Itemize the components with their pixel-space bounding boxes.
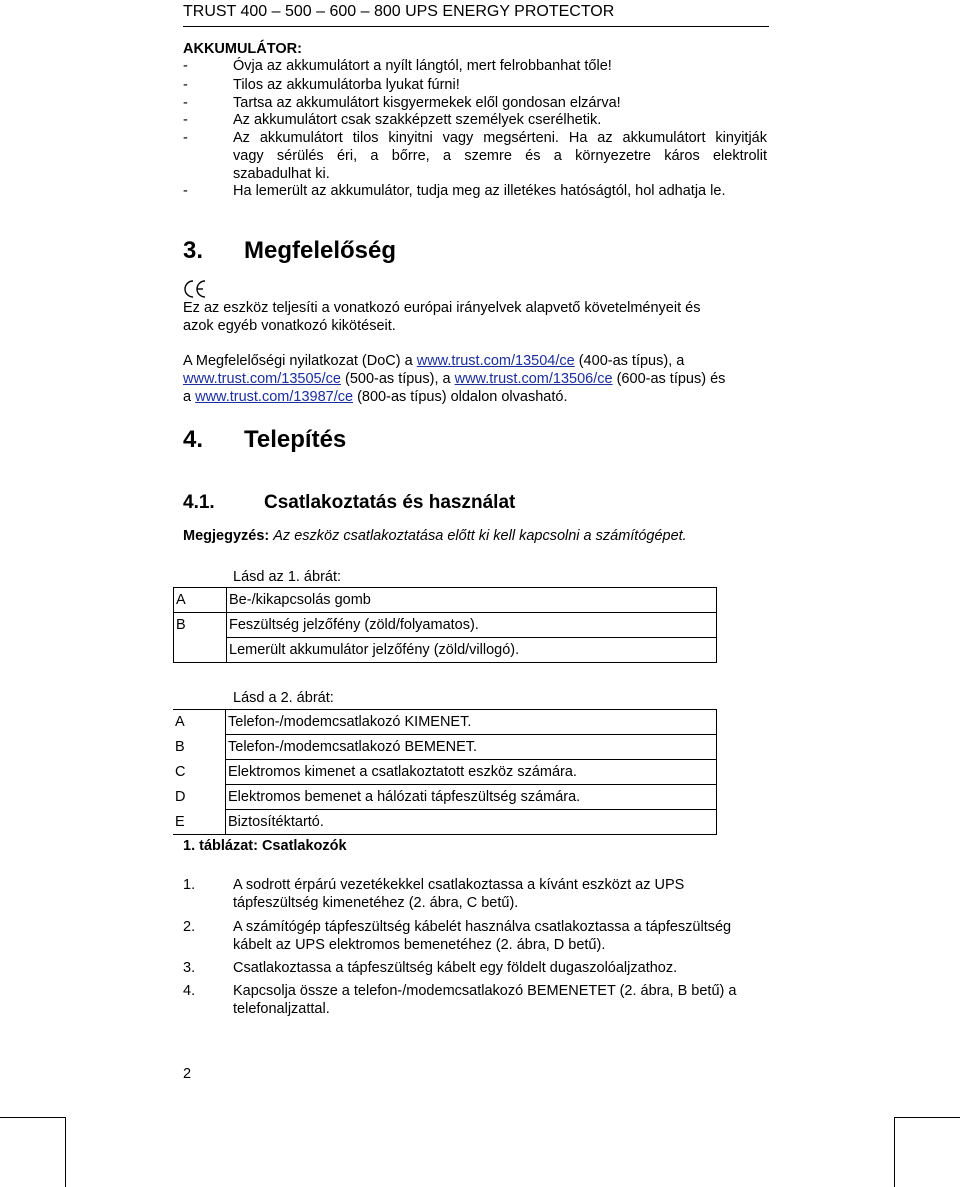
section-4-1-title: Csatlakoztatás és használat (264, 492, 516, 513)
table-row (173, 710, 717, 735)
table1-row1-letter: A (174, 588, 227, 613)
step-4-number: 4. (183, 983, 196, 999)
doc-text-6: (800-as típus) oldalon olvasható. (353, 389, 568, 405)
battery-bullet-3: Tartsa az akkumulátort kisgyermekek elől gondosan elzárva! (233, 95, 621, 111)
table-2 (173, 709, 717, 835)
section-3-number: 3. (183, 237, 204, 264)
doc-link-13505[interactable]: www.trust.com/13505/ce (183, 371, 341, 387)
doc-text-4: (600-as típus) és (612, 371, 726, 387)
page-number: 2 (183, 1066, 192, 1082)
doc-link-13506[interactable]: www.trust.com/13506/ce (454, 371, 613, 387)
table2-row4-letter: D (175, 789, 186, 805)
step-2-line1: A számítógép tápfeszültség kábelét használva csatlakoztassa a tápfeszültség (233, 919, 732, 935)
table-row (173, 735, 717, 760)
step-1-line2: tápfeszültség kimenetéhez (2. ábra, C betű). (233, 895, 519, 911)
table2-row2-letter: B (175, 739, 185, 755)
crop-mark-right-horizontal (894, 1117, 960, 1118)
note-text: Az eszköz csatlakoztatása előtt ki kell kapcsolni a számítógépet. (273, 528, 687, 544)
table-1 (173, 587, 717, 663)
step-3-number: 3. (183, 960, 196, 976)
table1-row2-letter: B (174, 613, 227, 638)
table-row (174, 638, 717, 663)
step-4-line2: telefonaljzattal. (233, 1001, 330, 1017)
section-4-1-number: 4.1. (183, 492, 215, 513)
table-row (174, 588, 717, 613)
battery-bullet-5-line1: Az akkumulátort tilos kinyitni vagy megsérteni. Ha az akkumulátort kinyitják (233, 130, 767, 146)
page-header: TRUST 400 – 500 – 600 – 800 UPS ENERGY PROTECTOR (183, 3, 615, 20)
section-4-title: Telepítés (244, 426, 347, 453)
table2-row4-desc: Elektromos bemenet a hálózati tápfeszültség számára. (226, 785, 717, 810)
step-1-line1: A sodrott érpárú vezetékekkel csatlakoztassa a kívánt eszközt az UPS (233, 877, 685, 893)
table2-row1-letter: A (173, 710, 226, 735)
battery-dash-5: - (183, 130, 188, 146)
table1-caption: Lásd az 1. ábrát: (233, 569, 342, 585)
section-4-number: 4. (183, 426, 204, 453)
table-row (173, 785, 717, 810)
table1-row2-desc: Feszültség jelzőfény (zöld/folyamatos). (227, 613, 717, 638)
crop-mark-left-vertical (65, 1117, 66, 1187)
step-4-line1: Kapcsolja össze a telefon-/modemcsatlakozó BEMENETET (2. ábra, B betű) a (233, 983, 737, 999)
table1-row1-desc: Be-/kikapcsolás gomb (227, 588, 717, 613)
conformity-para-line2: azok egyéb vonatkozó kikötéseit. (183, 318, 396, 334)
battery-dash-2: - (183, 77, 188, 93)
table2-row3-letter: C (175, 764, 186, 780)
doc-link-13504[interactable]: www.trust.com/13504/ce (416, 353, 575, 369)
battery-bullet-2: Tilos az akkumulátorba lyukat fúrni! (233, 77, 460, 93)
table1-row3-desc: Lemerült akkumulátor jelzőfény (zöld/villogó). (227, 638, 717, 663)
doc-line-2 (183, 371, 725, 387)
table2-caption: Lásd a 2. ábrát: (233, 690, 334, 706)
crop-mark-right-vertical (894, 1117, 895, 1187)
table2-row3-desc: Elektromos kimenet a csatlakoztatott eszköz számára. (226, 760, 717, 785)
doc-line-3 (183, 389, 567, 405)
battery-bullet-5-line3: szabadulhat ki. (233, 166, 330, 182)
battery-dash-4: - (183, 112, 188, 128)
step-2-line2: kábelt az UPS elektromos bemenetéhez (2. ábra, D betű). (233, 937, 606, 953)
battery-dash-1: - (183, 58, 188, 74)
conformity-para-line1: Ez az eszköz teljesíti a vonatkozó európai irányelvek alapvető követelményeit és (183, 300, 701, 316)
step-3-line1: Csatlakoztassa a tápfeszültség kábelt egy földelt dugaszolóaljzathoz. (233, 960, 678, 976)
table2-row2-desc: Telefon-/modemcsatlakozó BEMENET. (226, 735, 717, 760)
table2-row5-desc: Biztosítéktartó. (226, 810, 717, 835)
table2-row1-desc: Telefon-/modemcsatlakozó KIMENET. (226, 710, 717, 735)
table2-row5-letter: E (173, 810, 226, 835)
table-row (173, 810, 717, 835)
section-3-title: Megfelelőség (244, 237, 397, 264)
header-rule (183, 26, 769, 27)
doc-link-13987[interactable]: www.trust.com/13987/ce (195, 389, 354, 405)
battery-bullet-4: Az akkumulátort csak szakképzett személyek cserélhetik. (233, 112, 602, 128)
battery-dash-3: - (183, 95, 188, 111)
doc-text-3: (500-as típus), a (340, 371, 455, 387)
table-row (173, 760, 717, 785)
table1-row3-letter (174, 638, 227, 663)
ce-mark-icon (183, 278, 207, 300)
note-label: Megjegyzés: (183, 528, 270, 544)
doc-text-2: (400-as típus), a (574, 353, 685, 369)
table2-title: 1. táblázat: Csatlakozók (183, 838, 347, 854)
crop-mark-left-horizontal (0, 1117, 66, 1118)
step-2-number: 2. (183, 919, 196, 935)
doc-line-1 (183, 353, 684, 369)
battery-bullet-6: Ha lemerült az akkumulátor, tudja meg az illetékes hatóságtól, hol adhatja le. (233, 183, 726, 199)
step-1-number: 1. (183, 877, 196, 893)
doc-text-5: a (183, 389, 196, 405)
battery-bullet-1: Óvja az akkumulátort a nyílt lángtól, mert felrobbanhat tőle! (233, 58, 612, 74)
doc-text-1: A Megfelelőségi nyilatkozat (DoC) a (183, 353, 417, 369)
note-line (183, 528, 687, 544)
battery-dash-6: - (183, 183, 188, 199)
table-row (174, 613, 717, 638)
battery-bullet-5-line2: vagy sérülés éri, a bőrre, a szemre és a környezetre káros elektrolit (233, 148, 767, 164)
battery-heading: AKKUMULÁTOR: (183, 41, 302, 57)
